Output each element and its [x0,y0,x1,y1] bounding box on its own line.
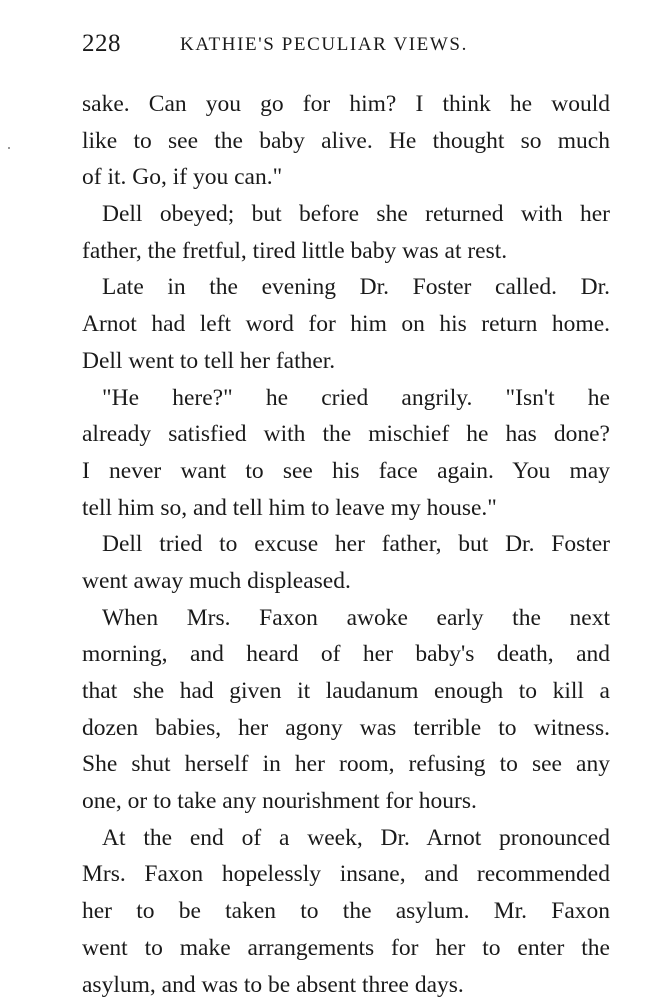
text-line: "He here?" he cried angrily. "Isn't he [82,380,610,417]
text-line: of it. Go, if you can." [82,159,610,196]
text-line: Late in the evening Dr. Foster called. Dr. [82,269,610,306]
margin-speck [8,147,10,149]
text-line: Mrs. Faxon hopelessly insane, and recommended [82,856,610,893]
text-line: sake. Can you go for him? I think he would [82,86,610,123]
page-number: 228 [82,30,121,58]
text-line: When Mrs. Faxon awoke early the next [82,600,610,637]
text-line: I never want to see his face again. You may [82,453,610,490]
text-line: At the end of a week, Dr. Arnot pronounced [82,820,610,857]
page-header [82,30,612,66]
text-line: Dell obeyed; but before she returned with her [82,196,610,233]
text-line: went away much displeased. [82,563,610,600]
text-line: that she had given it laudanum enough to kill a [82,673,610,710]
text-line: tell him so, and tell him to leave my house." [82,490,610,527]
text-line: dozen babies, her agony was terrible to witness. [82,710,610,747]
body-text [82,86,610,1003]
text-line: her to be taken to the asylum. Mr. Faxon [82,893,610,930]
text-line: Dell tried to excuse her father, but Dr. Foster [82,526,610,563]
running-title: KATHIE'S PECULIAR VIEWS. [180,34,468,56]
text-line: asylum, and was to be absent three days. [82,967,610,1003]
text-line: Dell went to tell her father. [82,343,610,380]
text-line: like to see the baby alive. He thought so much [82,123,610,160]
text-line: morning, and heard of her baby's death, and [82,636,610,673]
text-line: father, the fretful, tired little baby was at rest. [82,233,610,270]
text-line: She shut herself in her room, refusing to see any [82,746,610,783]
text-line: one, or to take any nourishment for hours. [82,783,610,820]
text-line: already satisfied with the mischief he has done? [82,416,610,453]
text-line: went to make arrangements for her to enter the [82,930,610,967]
text-line: Arnot had left word for him on his return home. [82,306,610,343]
